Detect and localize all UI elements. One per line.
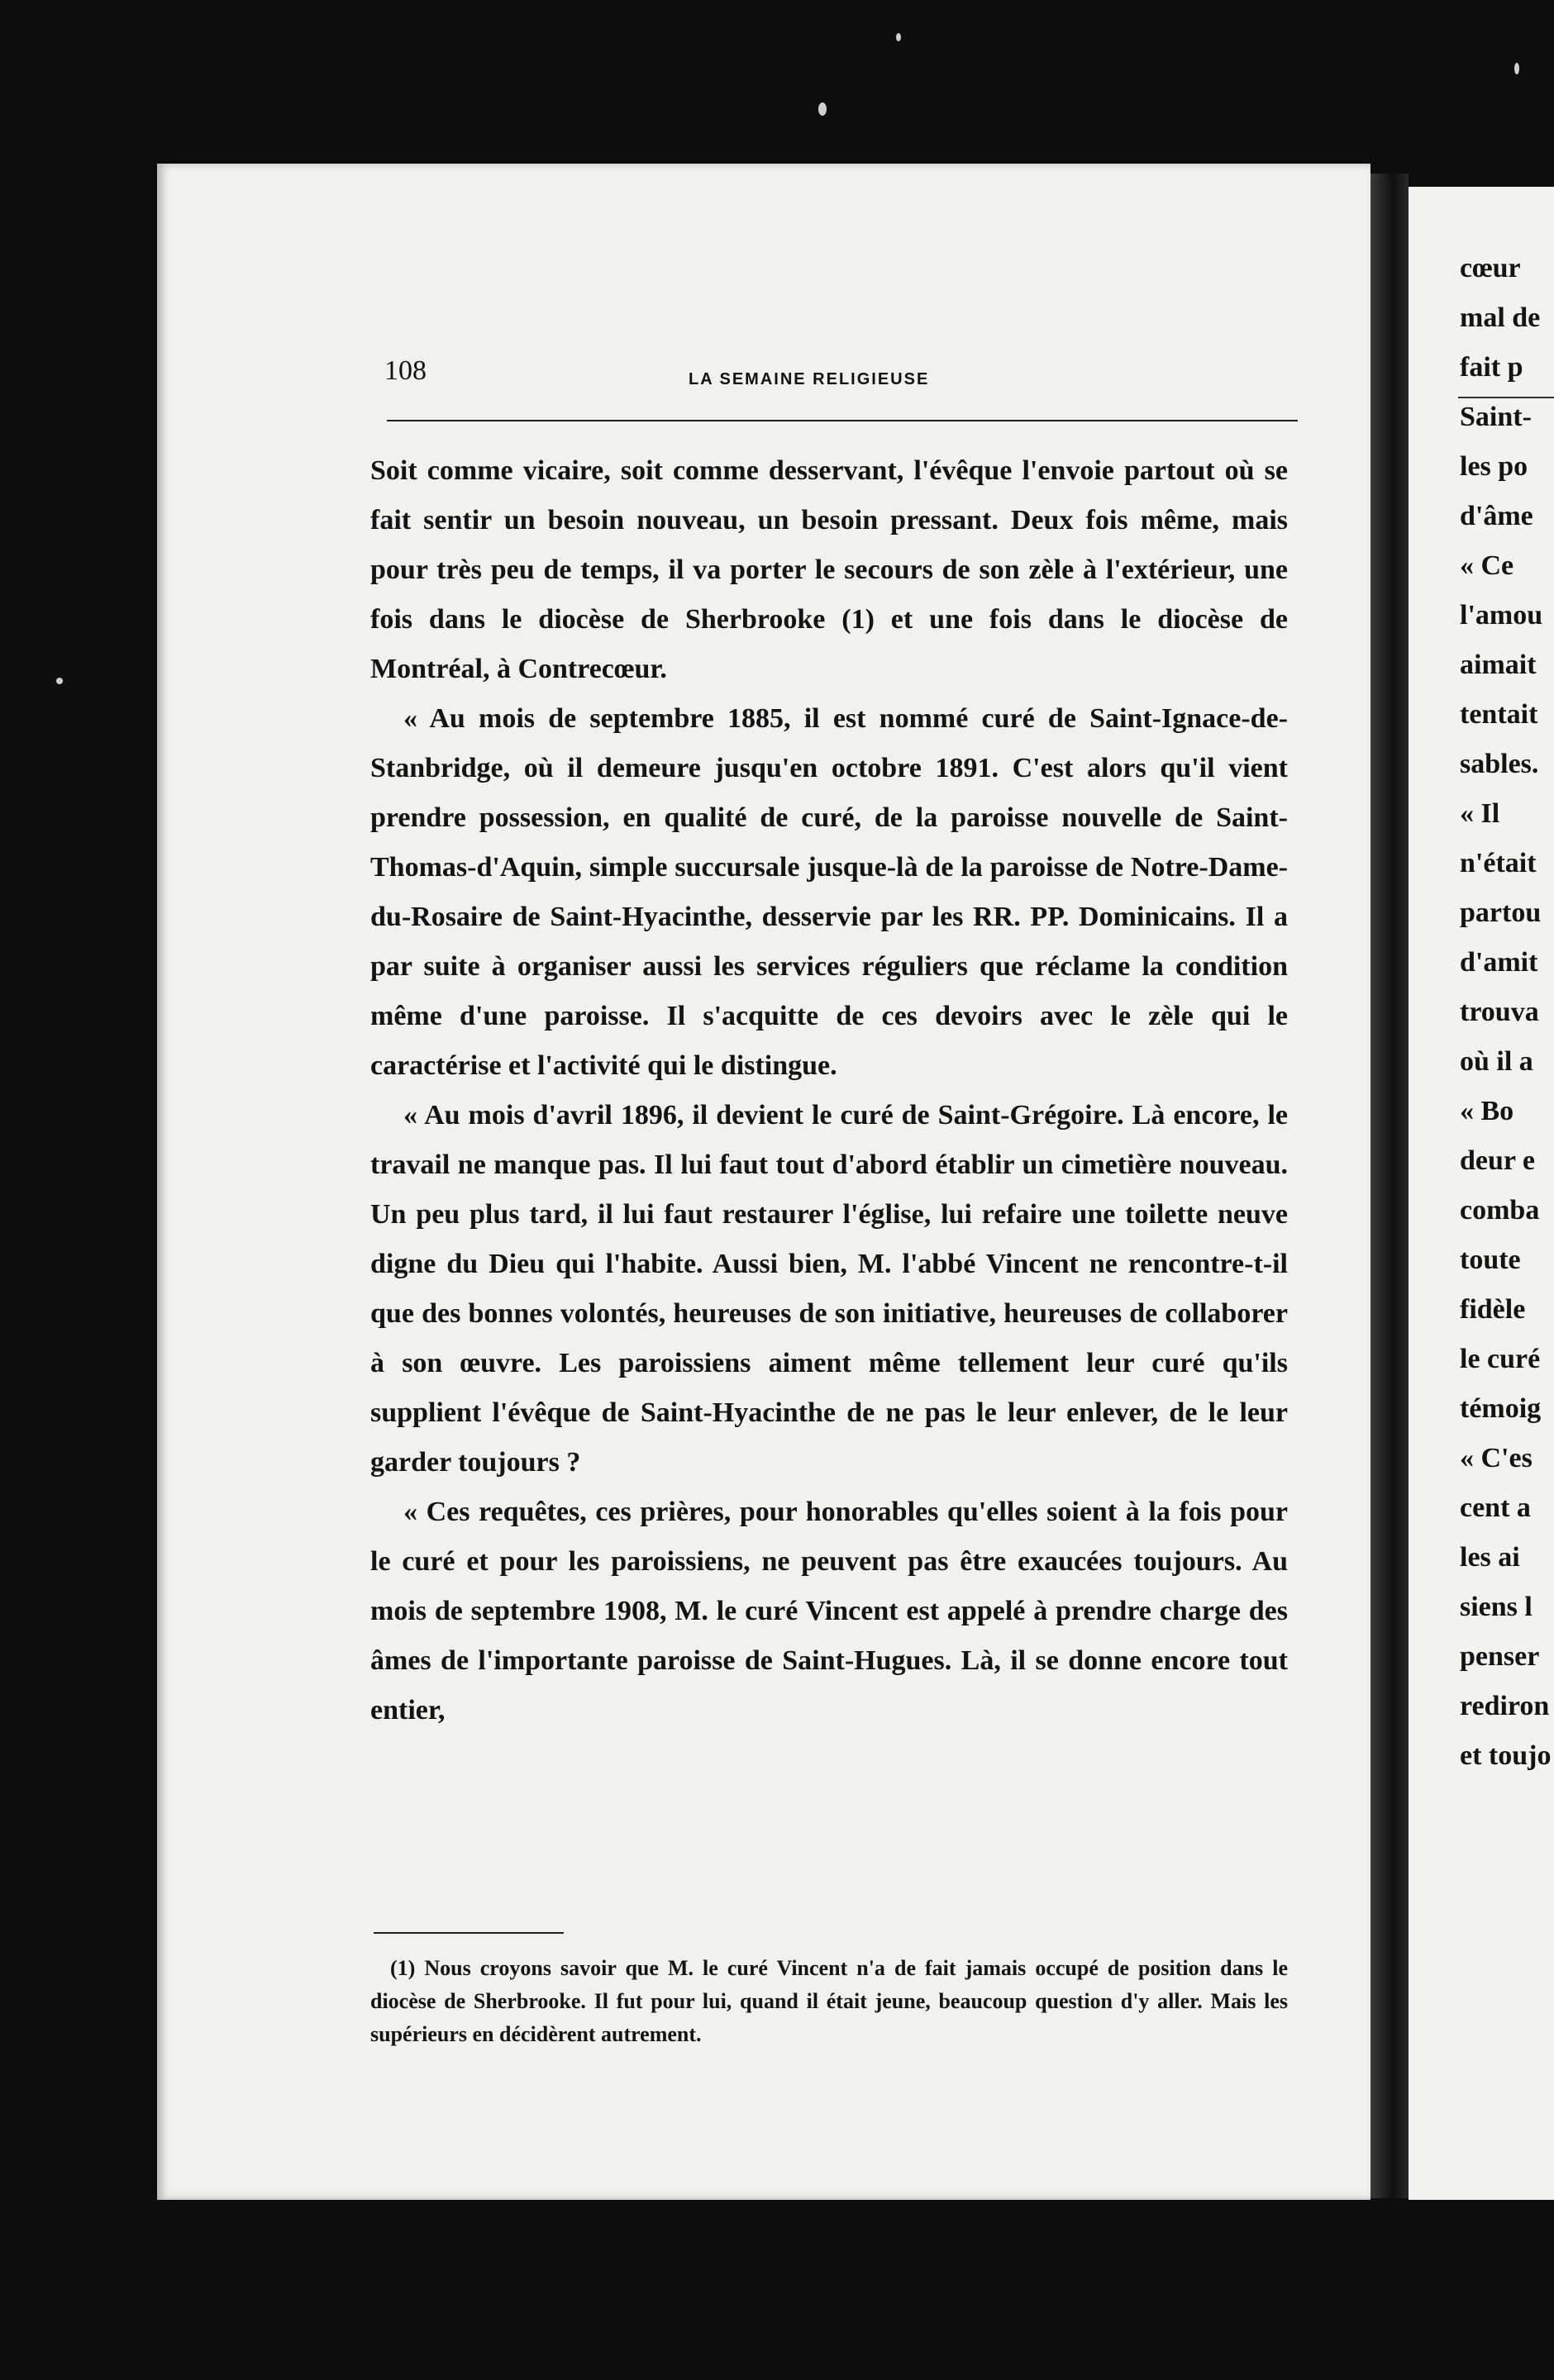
- footnote: (1) Nous croyons savoir que M. le curé Vincent n'a de fait jamais occupé de position dans le diocèse de Sherbrooke. Il fut pour lui, quand il était jeune, beaucoup question d'y aller. Mais les supérieurs en décidèrent autrement.: [370, 1956, 1288, 2046]
- scan-speck: [896, 33, 901, 41]
- right-page-line: les ai: [1460, 1542, 1520, 1573]
- right-page-line: les po: [1460, 451, 1528, 482]
- right-page-line: tentait: [1460, 699, 1538, 730]
- right-page-line: « Il: [1460, 798, 1500, 829]
- right-page-line: l'amou: [1460, 600, 1543, 631]
- right-page-line: mal de: [1460, 302, 1541, 333]
- right-page: [1409, 187, 1554, 2200]
- right-page-line: où il a: [1460, 1046, 1533, 1077]
- right-page-line: siens l: [1460, 1592, 1533, 1622]
- right-page-line: trouva: [1460, 997, 1539, 1027]
- right-page-line: témoig: [1460, 1393, 1542, 1424]
- right-page-line: fait p: [1460, 352, 1523, 383]
- footnote-rule: [374, 1932, 564, 1934]
- body-text: [370, 446, 1288, 1735]
- right-page-line: rediron: [1460, 1691, 1550, 1721]
- scan-speck: [818, 102, 827, 116]
- right-page-line: comba: [1460, 1195, 1540, 1226]
- right-page-line: toute: [1460, 1245, 1521, 1275]
- page-header: [384, 355, 1298, 397]
- right-page-line: n'était: [1460, 848, 1537, 878]
- right-page-line: d'âme: [1460, 501, 1533, 531]
- right-page-line: « Ce: [1460, 550, 1514, 581]
- right-page-line: « Bo: [1460, 1096, 1514, 1126]
- right-page-line: et toujo: [1460, 1740, 1552, 1771]
- right-page-line: deur e: [1460, 1145, 1535, 1176]
- right-header-rule: [1458, 397, 1554, 398]
- right-page-line: Saint-: [1460, 402, 1532, 432]
- paragraph: « Ces requêtes, ces prières, pour honorables qu'elles soient à la fois pour le curé et pour les paroissiens, ne peuvent pas être exaucées toujours. Au mois de septembre 1908, M. le curé Vincent est appelé à prendre charge des âmes de l'importante paroisse de Saint-Hugues. Là, il se donne encore tout entier,: [370, 1497, 1288, 1726]
- paragraph: Soit comme vicaire, soit comme desservant, l'évêque l'envoie partout où se fait sentir un besoin nouveau, un besoin pressant. Deux fois même, mais pour très peu de temps, il va porter le secours de son zèle à l'extérieur, une fois dans le diocèse de Sherbrooke (1) et une fois dans le diocèse de Montréal, à Contrecœur.: [370, 455, 1288, 684]
- right-page-line: fidèle: [1460, 1294, 1526, 1325]
- paragraph: « Au mois d'avril 1896, il devient le curé de Saint-Grégoire. Là encore, le travail ne manque pas. Il lui faut tout d'abord établir un cimetière nouveau. Un peu plus tard, il lui faut restaurer l'église, lui refaire une toilette neuve digne du Dieu qui l'habite. Aussi bien, M. l'abbé Vincent ne rencontre-t-il que des bonnes volontés, heureuses de son initiative, heureuses de collaborer à son œuvre. Les paroissiens aiment même tellement leur curé qu'ils supplient l'évêque de Saint-Hyacinthe de ne pas le leur enlever, de le leur garder toujours ?: [370, 1100, 1288, 1478]
- page-number: 108: [384, 355, 427, 386]
- right-page-line: aimait: [1460, 650, 1537, 680]
- right-page-line: cœur: [1460, 253, 1521, 283]
- scan-speck: [1514, 63, 1519, 74]
- right-page-line: d'amit: [1460, 947, 1538, 978]
- right-page-line: le curé: [1460, 1344, 1541, 1374]
- header-rule: [387, 420, 1298, 421]
- running-head: LA SEMAINE RELIGIEUSE: [689, 370, 930, 388]
- right-page-line: sables.: [1460, 749, 1539, 779]
- right-page-line: partou: [1460, 897, 1542, 928]
- paragraph: « Au mois de septembre 1885, il est nommé curé de Saint-Ignace-de-Stanbridge, où il demeure jusqu'en octobre 1891. C'est alors qu'il vient prendre possession, en qualité de curé, de la paroisse nouvelle de Saint-Thomas-d'Aquin, simple succursale jusque-là de la paroisse de Notre-Dame-du-Rosaire de Saint-Hyacinthe, desservie par les RR. PP. Dominicains. Il a par suite à organiser aussi les services réguliers que réclame la condition même d'une paroisse. Il s'acquitte de ces devoirs avec le zèle qui le caractérise et l'activité qui le distingue.: [370, 703, 1288, 1081]
- right-page-line: penser: [1460, 1641, 1540, 1672]
- right-page-line: cent a: [1460, 1492, 1531, 1523]
- right-page-line: « C'es: [1460, 1443, 1533, 1473]
- book-gutter: [1370, 174, 1409, 2198]
- scan-speck: [56, 678, 63, 684]
